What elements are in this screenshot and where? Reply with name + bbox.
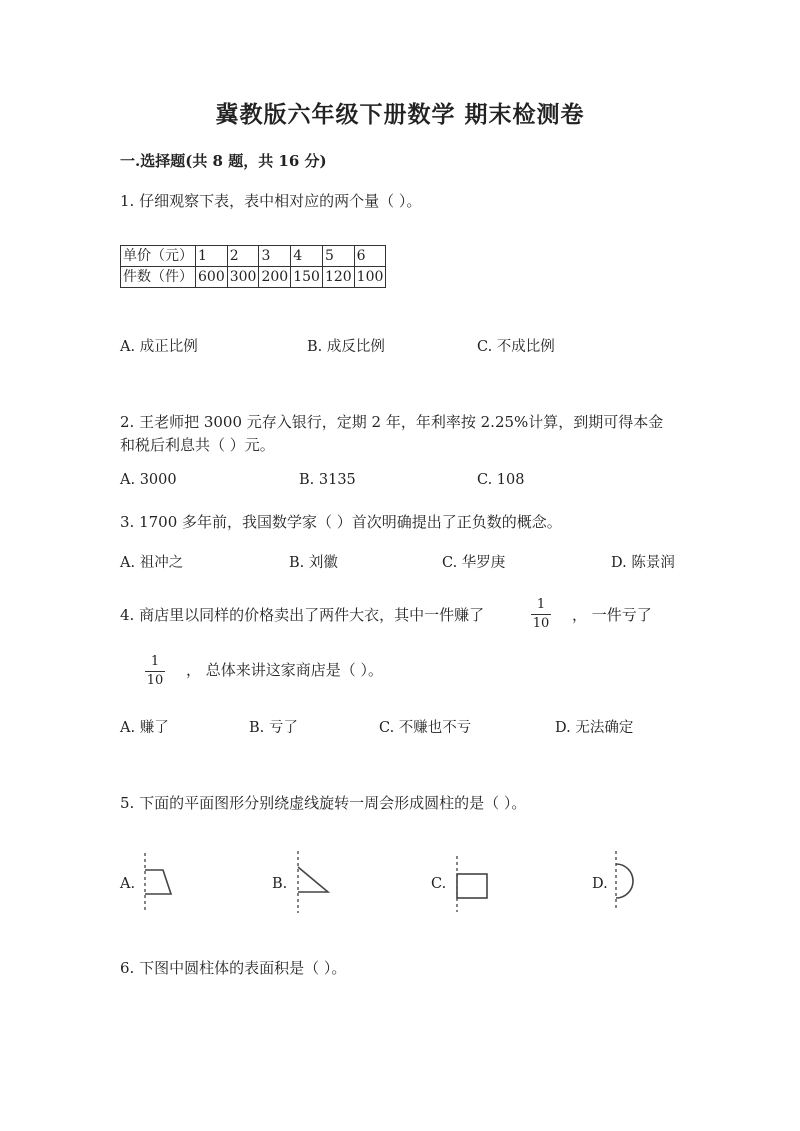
- option-c: C. 华罗庚: [442, 555, 506, 571]
- option-a: A. 祖冲之: [120, 555, 184, 571]
- question-3-text: 3. 1700 多年前，我国数学家（ ）首次明确提出了正负数的概念。: [120, 513, 562, 531]
- figure-label-c: C.: [431, 876, 447, 892]
- semicircle-figure: [608, 850, 642, 912]
- table-cell: 5: [322, 246, 354, 267]
- price-quantity-table: [120, 245, 386, 288]
- table-cell: 1: [196, 246, 228, 267]
- right-triangle-figure: [290, 850, 332, 914]
- table-cell: 200: [259, 267, 291, 288]
- question-4-part-2: ， 一件亏了: [572, 606, 652, 624]
- option-b: B. 3135: [299, 472, 356, 488]
- option-d: D. 无法确定: [555, 720, 634, 736]
- option-b: B. 成反比例: [307, 339, 385, 355]
- fraction-numerator: 1: [150, 654, 160, 669]
- figure-label-d: D.: [592, 876, 608, 892]
- table-cell: 150: [291, 267, 323, 288]
- fraction-numerator: 1: [536, 597, 546, 612]
- option-a: A. 成正比例: [120, 339, 198, 355]
- page-title: 冀教版六年级下册数学 期末检测卷: [215, 101, 585, 128]
- question-2-line-2: 和税后利息共（ ）元。: [120, 436, 275, 454]
- figure-label-a: A.: [120, 876, 136, 892]
- table-cell: 120: [322, 267, 354, 288]
- fraction-denominator: 10: [532, 616, 550, 631]
- question-1-text: 1. 仔细观察下表，表中相对应的两个量（ ）。: [120, 192, 422, 210]
- question-4-part-1: 4. 商店里以同样的价格卖出了两件大衣，其中一件赚了: [120, 606, 485, 624]
- table-cell: 100: [354, 267, 386, 288]
- table-cell: 2: [227, 246, 259, 267]
- trapezoid-figure: [136, 852, 176, 914]
- question-6-text: 6. 下图中圆柱体的表面积是（ ）。: [120, 959, 347, 977]
- option-c: C. 108: [477, 472, 525, 488]
- option-a: A. 3000: [120, 472, 177, 488]
- option-d: D. 陈景润: [611, 555, 675, 571]
- question-2-line-1: 2. 王老师把 3000 元存入银行，定期 2 年，年利率按 2.25%计算，到期可得本金: [120, 413, 664, 431]
- option-c: C. 不赚也不亏: [379, 720, 472, 736]
- question-4-part-3: ， 总体来讲这家商店是（ ）。: [186, 661, 384, 679]
- option-a: A. 赚了: [120, 720, 169, 736]
- table-cell: 3: [259, 246, 291, 267]
- option-b: B. 刘徽: [289, 555, 338, 571]
- table-cell: 300: [227, 267, 259, 288]
- table-cell: 600: [196, 267, 228, 288]
- table-row: [121, 246, 386, 267]
- table-cell: 6: [354, 246, 386, 267]
- option-b: B. 亏了: [249, 720, 298, 736]
- fraction-one-tenth: [143, 655, 167, 688]
- table-cell: 单价（元）: [121, 246, 196, 267]
- table-row: [121, 267, 386, 288]
- question-5-text: 5. 下面的平面图形分别绕虚线旋转一周会形成圆柱的是（ ）。: [120, 794, 527, 812]
- rectangle-figure: [450, 855, 492, 913]
- fraction-denominator: 10: [146, 673, 164, 688]
- table-cell: 4: [291, 246, 323, 267]
- figure-label-b: B.: [272, 876, 288, 892]
- fraction-one-tenth: [529, 598, 553, 631]
- section-heading: 一.选择题(共 8 题，共 16 分): [120, 152, 327, 170]
- table-cell: 件数（件）: [121, 267, 196, 288]
- option-c: C. 不成比例: [477, 339, 555, 355]
